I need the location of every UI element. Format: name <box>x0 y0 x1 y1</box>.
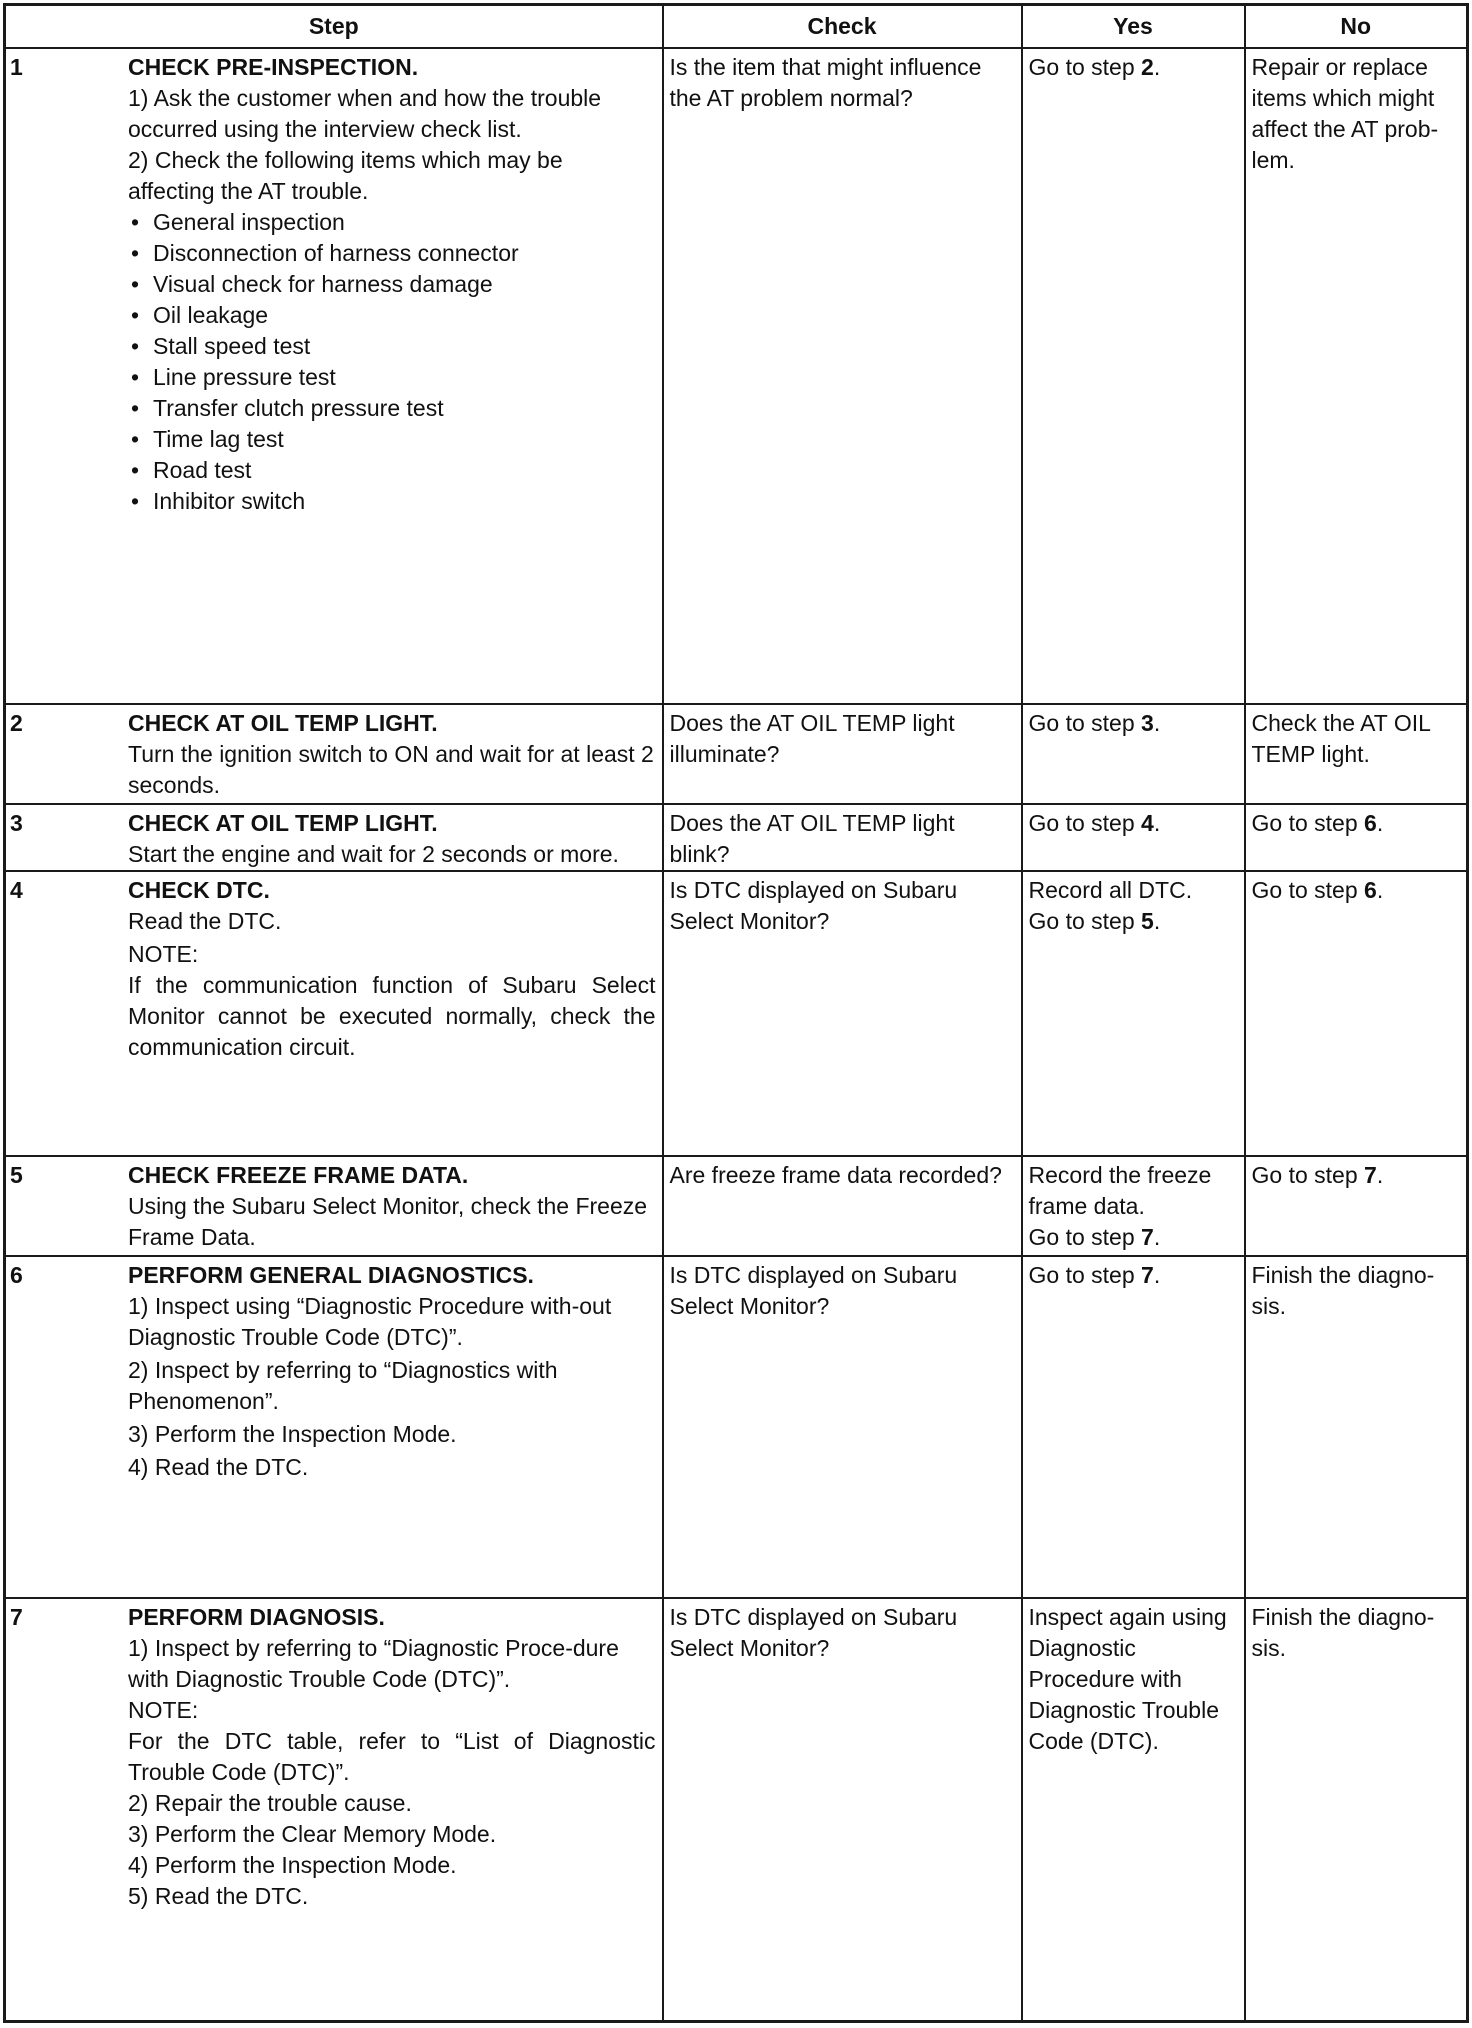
list-item: • Stall speed test <box>128 331 656 362</box>
step-content <box>12 808 656 870</box>
table-header-row <box>5 5 1468 48</box>
list-item: • Inhibitor switch <box>128 486 656 517</box>
list-item: • Time lag test <box>128 424 656 455</box>
list-item: • Line pressure test <box>128 362 656 393</box>
yes-step-ref: 3 <box>1141 709 1154 736</box>
check-cell: Is DTC displayed on Subaru Select Monitor? <box>663 1598 1022 2022</box>
step-content <box>12 1602 656 1912</box>
list-item: • General inspection <box>128 207 656 238</box>
step-cell <box>5 704 663 804</box>
no-cell: Repair or replace items which might affect the AT prob-lem. <box>1245 48 1468 704</box>
yes-cell <box>1022 871 1245 1156</box>
yes-text: Go to step <box>1028 809 1142 836</box>
table-row <box>5 871 1468 1156</box>
yes-cell: Go to step 2. <box>1022 48 1245 704</box>
note-label: NOTE: <box>128 1696 199 1723</box>
yes-step-ref: 4 <box>1141 809 1154 836</box>
yes-step-ref: 5 <box>1141 907 1154 934</box>
check-cell: Does the AT OIL TEMP light illuminate? <box>663 704 1022 804</box>
list-item: • Road test <box>128 455 656 486</box>
yes-text: Go to step <box>1028 1261 1142 1288</box>
step-content <box>12 708 656 801</box>
step-content <box>12 52 656 517</box>
step-instruction: Using the Subaru Select Monitor, check the Freeze Frame Data. <box>128 1192 648 1250</box>
step-title: CHECK FREEZE FRAME DATA. <box>128 1161 469 1188</box>
step-instruction: Turn the ignition switch to ON and wait for at least 2 seconds. <box>128 740 654 798</box>
step-cell <box>5 804 663 871</box>
step-instruction: Start the engine and wait for 2 seconds or more. <box>128 840 619 867</box>
yes-cell: Go to step 7. <box>1022 1256 1245 1598</box>
no-cell: Check the AT OIL TEMP light. <box>1245 704 1468 804</box>
step-instruction: 1) Ask the customer when and how the trouble occurred using the interview check list. <box>128 84 602 142</box>
step-number: 7 <box>10 1603 23 1630</box>
yes-text: Go to step <box>1028 709 1142 736</box>
step-instruction: Read the DTC. <box>128 907 282 934</box>
yes-line: Record all DTC. <box>1028 876 1193 903</box>
no-step-ref: 6 <box>1364 876 1377 903</box>
yes-text: Go to step <box>1028 53 1142 80</box>
step-instruction: 2) Repair the trouble cause. <box>128 1789 412 1816</box>
step-title: CHECK PRE-INSPECTION. <box>128 53 419 80</box>
no-cell: Go to step 7. <box>1245 1156 1468 1256</box>
step-instruction: 2) Check the following items which may be affecting the AT trouble. <box>128 146 563 204</box>
step-title: CHECK DTC. <box>128 876 270 903</box>
yes-cell: Go to step 3. <box>1022 704 1245 804</box>
no-cell: Finish the diagno-sis. <box>1245 1256 1468 1598</box>
table-row <box>5 48 1468 704</box>
step-content <box>12 1260 656 1483</box>
step-instruction: 4) Read the DTC. <box>128 1453 309 1480</box>
step-cell <box>5 1156 663 1256</box>
yes-step-ref: 7 <box>1141 1223 1154 1250</box>
yes-cell <box>1022 1156 1245 1256</box>
note-text: If the communication function of Subaru Select Monitor cannot be executed normally, check the communication circuit. <box>128 971 656 1060</box>
step-cell <box>5 1598 663 2022</box>
list-item: • Oil leakage <box>128 300 656 331</box>
no-cell: Go to step 6. <box>1245 871 1468 1156</box>
step-instruction: 3) Perform the Inspection Mode. <box>128 1420 457 1447</box>
header-no: No <box>1245 5 1468 48</box>
header-yes: Yes <box>1022 5 1245 48</box>
step-number: 4 <box>10 876 23 903</box>
no-cell: Go to step 6. <box>1245 804 1468 871</box>
table-row <box>5 1156 1468 1256</box>
step-number: 3 <box>10 809 23 836</box>
step-cell <box>5 871 663 1156</box>
yes-cell: Go to step 4. <box>1022 804 1245 871</box>
step-instruction: 1) Inspect using “Diagnostic Procedure with-out Diagnostic Trouble Code (DTC)”. <box>128 1292 612 1350</box>
list-item: • Transfer clutch pressure test <box>128 393 656 424</box>
header-step: Step <box>5 5 663 48</box>
step-instruction: 1) Inspect by referring to “Diagnostic Proce-dure with Diagnostic Trouble Code (DTC)”. <box>128 1634 619 1692</box>
step-title: PERFORM DIAGNOSIS. <box>128 1603 385 1630</box>
table-row <box>5 804 1468 871</box>
yes-text: Go to step <box>1028 907 1142 934</box>
check-cell: Is DTC displayed on Subaru Select Monitor? <box>663 871 1022 1156</box>
step-number: 1 <box>10 53 23 80</box>
list-item: • Disconnection of harness connector <box>128 238 656 269</box>
yes-line: Record the freeze frame data. <box>1028 1161 1212 1219</box>
step-content <box>12 875 656 1063</box>
yes-step-ref: 2 <box>1141 53 1154 80</box>
check-cell: Is DTC displayed on Subaru Select Monitor? <box>663 1256 1022 1598</box>
step-title: CHECK AT OIL TEMP LIGHT. <box>128 809 438 836</box>
step-title: CHECK AT OIL TEMP LIGHT. <box>128 709 438 736</box>
step-number: 6 <box>10 1261 23 1288</box>
yes-step-ref: 7 <box>1141 1261 1154 1288</box>
diagnostic-procedure-table <box>3 3 1469 2023</box>
step-instruction: 5) Read the DTC. <box>128 1882 309 1909</box>
check-cell: Is the item that might influence the AT problem normal? <box>663 48 1022 704</box>
table-row <box>5 704 1468 804</box>
no-step-ref: 6 <box>1364 809 1377 836</box>
step-cell <box>5 1256 663 1598</box>
step-instruction: 3) Perform the Clear Memory Mode. <box>128 1820 497 1847</box>
list-item: • Visual check for harness damage <box>128 269 656 300</box>
table-row <box>5 1598 1468 2022</box>
inspection-item-list <box>128 207 656 517</box>
table-row <box>5 1256 1468 1598</box>
yes-cell: Inspect again using Diagnostic Procedure with Diagnostic Trouble Code (DTC). <box>1022 1598 1245 2022</box>
note-text: For the DTC table, refer to “List of Diagnostic Trouble Code (DTC)”. <box>128 1727 656 1785</box>
no-cell: Finish the diagno-sis. <box>1245 1598 1468 2022</box>
check-cell: Are freeze frame data recorded? <box>663 1156 1022 1256</box>
yes-text: Go to step <box>1028 1223 1142 1250</box>
yes-goto: Go to step 5. <box>1028 907 1161 934</box>
step-number: 2 <box>10 709 23 736</box>
no-text: Go to step <box>1251 809 1365 836</box>
check-cell: Does the AT OIL TEMP light blink? <box>663 804 1022 871</box>
step-title: PERFORM GENERAL DIAGNOSTICS. <box>128 1261 534 1288</box>
no-step-ref: 7 <box>1364 1161 1377 1188</box>
header-check: Check <box>663 5 1022 48</box>
no-text: Go to step <box>1251 1161 1365 1188</box>
step-content <box>12 1160 656 1253</box>
no-text: Go to step <box>1251 876 1365 903</box>
step-cell <box>5 48 663 704</box>
note-label: NOTE: <box>128 940 199 967</box>
step-instruction: 2) Inspect by referring to “Diagnostics with Phenomenon”. <box>128 1356 558 1414</box>
step-instruction: 4) Perform the Inspection Mode. <box>128 1851 457 1878</box>
step-number: 5 <box>10 1161 23 1188</box>
yes-goto: Go to step 7. <box>1028 1223 1161 1250</box>
